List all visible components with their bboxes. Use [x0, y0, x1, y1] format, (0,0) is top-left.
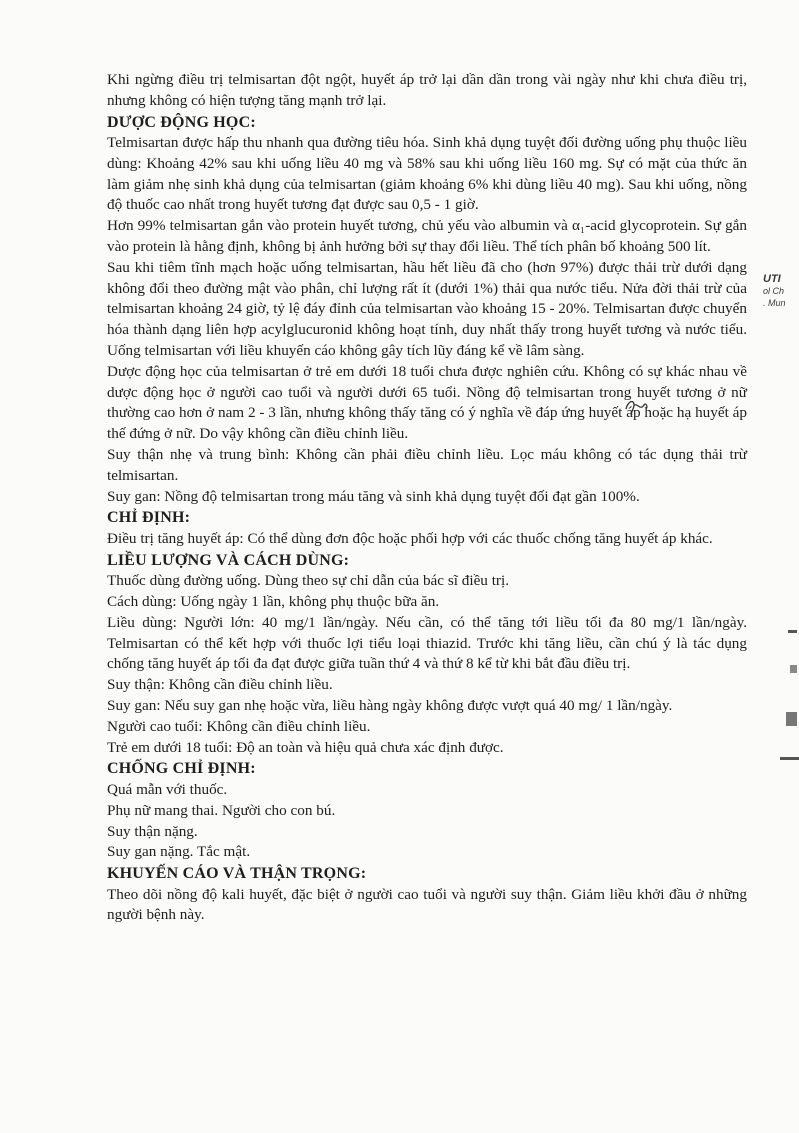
- body-paragraph: Suy thận nặng.: [107, 822, 198, 840]
- margin-note: [763, 273, 799, 309]
- section-heading: KHUYẾN CÁO VÀ THẬN TRỌNG:: [107, 865, 367, 883]
- body-paragraph: Theo dõi nồng độ kali huyết, đặc biệt ở người cao tuổi và người suy thận. Giảm liều khởi đầu ở những người bệnh này.: [107, 885, 747, 924]
- body-paragraph: Suy gan: Nếu suy gan nhẹ hoặc vừa, liều hàng ngày không được vượt quá 40 mg/ 1 lần/ngày.: [107, 697, 673, 715]
- scan-edge-mark: [788, 630, 797, 633]
- section-heading: CHỐNG CHỈ ĐỊNH:: [107, 760, 256, 778]
- body-paragraph: Telmisartan được hấp thu nhanh qua đường tiêu hóa. Sinh khả dụng tuyệt đối đường uống phụ thuộc liều dùng: Khoảng 42% sau khi uống liều 40 mg và 58% sau khi uống liều 160 mg. Sự có mặt của thức ăn làm giảm nhẹ sinh khả dụng của telmisartan (giảm khoảng 6% khi dùng liều 40 mg). Sau khi uống, nồng độ thuốc cao nhất trong huyết tương đạt được sau 0,5 - 1 giờ.: [107, 134, 747, 214]
- body-paragraph: Khi ngừng điều trị telmisartan đột ngột, huyết áp trở lại dần dần trong vài ngày như khi chưa điều trị, nhưng không có hiện tượng tăng mạnh trở lại.: [107, 71, 747, 109]
- body-paragraph: Phụ nữ mang thai. Người cho con bú.: [107, 801, 336, 819]
- margin-note-line-1: UTI: [763, 273, 781, 285]
- body-paragraph: Điều trị tăng huyết áp: Có thể dùng đơn độc hoặc phối hợp với các thuốc chống tăng huyết áp khác.: [107, 529, 713, 547]
- body-paragraph: Người cao tuổi: Không cần điều chỉnh liều.: [107, 717, 371, 735]
- section-heading: LIỀU LƯỢNG VÀ CÁCH DÙNG:: [107, 551, 350, 569]
- margin-note-line-2: ol Ch: [763, 286, 785, 296]
- body-paragraph: Suy thận nhẹ và trung bình: Không cần phải điều chỉnh liều. Lọc máu không có tác dụng thải trừ telmisartan.: [107, 446, 747, 484]
- body-paragraph: Cách dùng: Uống ngày 1 lần, không phụ thuộc bữa ăn.: [107, 593, 440, 611]
- body-paragraph: Thuốc dùng đường uống. Dùng theo sự chỉ dẫn của bác sĩ điều trị.: [107, 572, 509, 590]
- document-body: [107, 70, 747, 926]
- body-paragraph: Sau khi tiêm tĩnh mạch hoặc uống telmisartan, hầu hết liều đã cho (hơn 97%) được thải trừ dưới dạng không đổi theo đường mật vào phân, chỉ lượng rất ít (dưới 1%) thải qua nước tiểu. Nửa đời thải trừ của telmisartan khoảng 24 giờ, tỷ lệ đáy đỉnh của telmisartan vào khoảng 15 - 20%. Telmisartan được chuyển hóa thành dạng liên hợp acylglucuronid không hoạt tính, duy nhất thấy trong huyết tương và nước tiểu. Uống telmisartan với liều khuyến cáo không gây tích lũy đáng kể về lâm sàng.: [107, 258, 747, 360]
- section-heading: DƯỢC ĐỘNG HỌC:: [107, 113, 256, 131]
- body-paragraph: Trẻ em dưới 18 tuổi: Độ an toàn và hiệu quả chưa xác định được.: [107, 738, 504, 756]
- body-paragraph: Dược động học của telmisartan ở trẻ em dưới 18 tuổi chưa được nghiên cứu. Không có sự khác nhau về dược động học ở người cao tuổi và người dưới 65 tuổi. Nồng độ telmisartan trong huyết tương ở nữ thường cao hơn ở nam 2 - 3 lần, nhưng không thấy tăng có ý nghĩa về đáp ứng huyết áp hoặc hạ huyết áp thế đứng ở nữ. Do vậy không cần điều chỉnh liều.: [107, 362, 747, 443]
- body-paragraph: Liều dùng: Người lớn: 40 mg/1 lần/ngày. Nếu cần, có thể tăng tới liều tối đa 80 mg/1 lần/ngày. Telmisartan có thể kết hợp với thuốc lợi tiểu loại thiazid. Trước khi tăng liều, cần chú ý là tác dụng chống tăng huyết áp tối đa đạt được giữa tuần thứ 4 và thứ 8 kể từ khi bắt đầu điều trị.: [107, 613, 747, 673]
- handwritten-initial-mark: [622, 395, 650, 419]
- body-paragraph: Suy gan nặng. Tắc mật.: [107, 843, 251, 861]
- body-paragraph: Quá mẫn với thuốc.: [107, 780, 228, 798]
- body-paragraph: Hơn 99% telmisartan gắn vào protein huyết tương, chủ yếu vào albumin và α₁-acid glycoprotein. Sự gắn vào protein là hằng định, không bị ảnh hưởng bởi sự thay đổi liều. Thể tích phân bố khoảng 500 lít.: [107, 217, 747, 256]
- margin-note-line-3: . Mun: [763, 298, 786, 308]
- scan-edge-mark: [786, 712, 797, 726]
- body-paragraph: Suy gan: Nồng độ telmisartan trong máu tăng và sinh khả dụng tuyệt đối đạt gần 100%.: [107, 487, 640, 505]
- body-paragraph: Suy thận: Không cần điều chỉnh liều.: [107, 676, 333, 694]
- section-heading: CHỈ ĐỊNH:: [107, 509, 191, 527]
- scan-edge-mark: [790, 665, 797, 673]
- scan-edge-mark: [780, 757, 799, 760]
